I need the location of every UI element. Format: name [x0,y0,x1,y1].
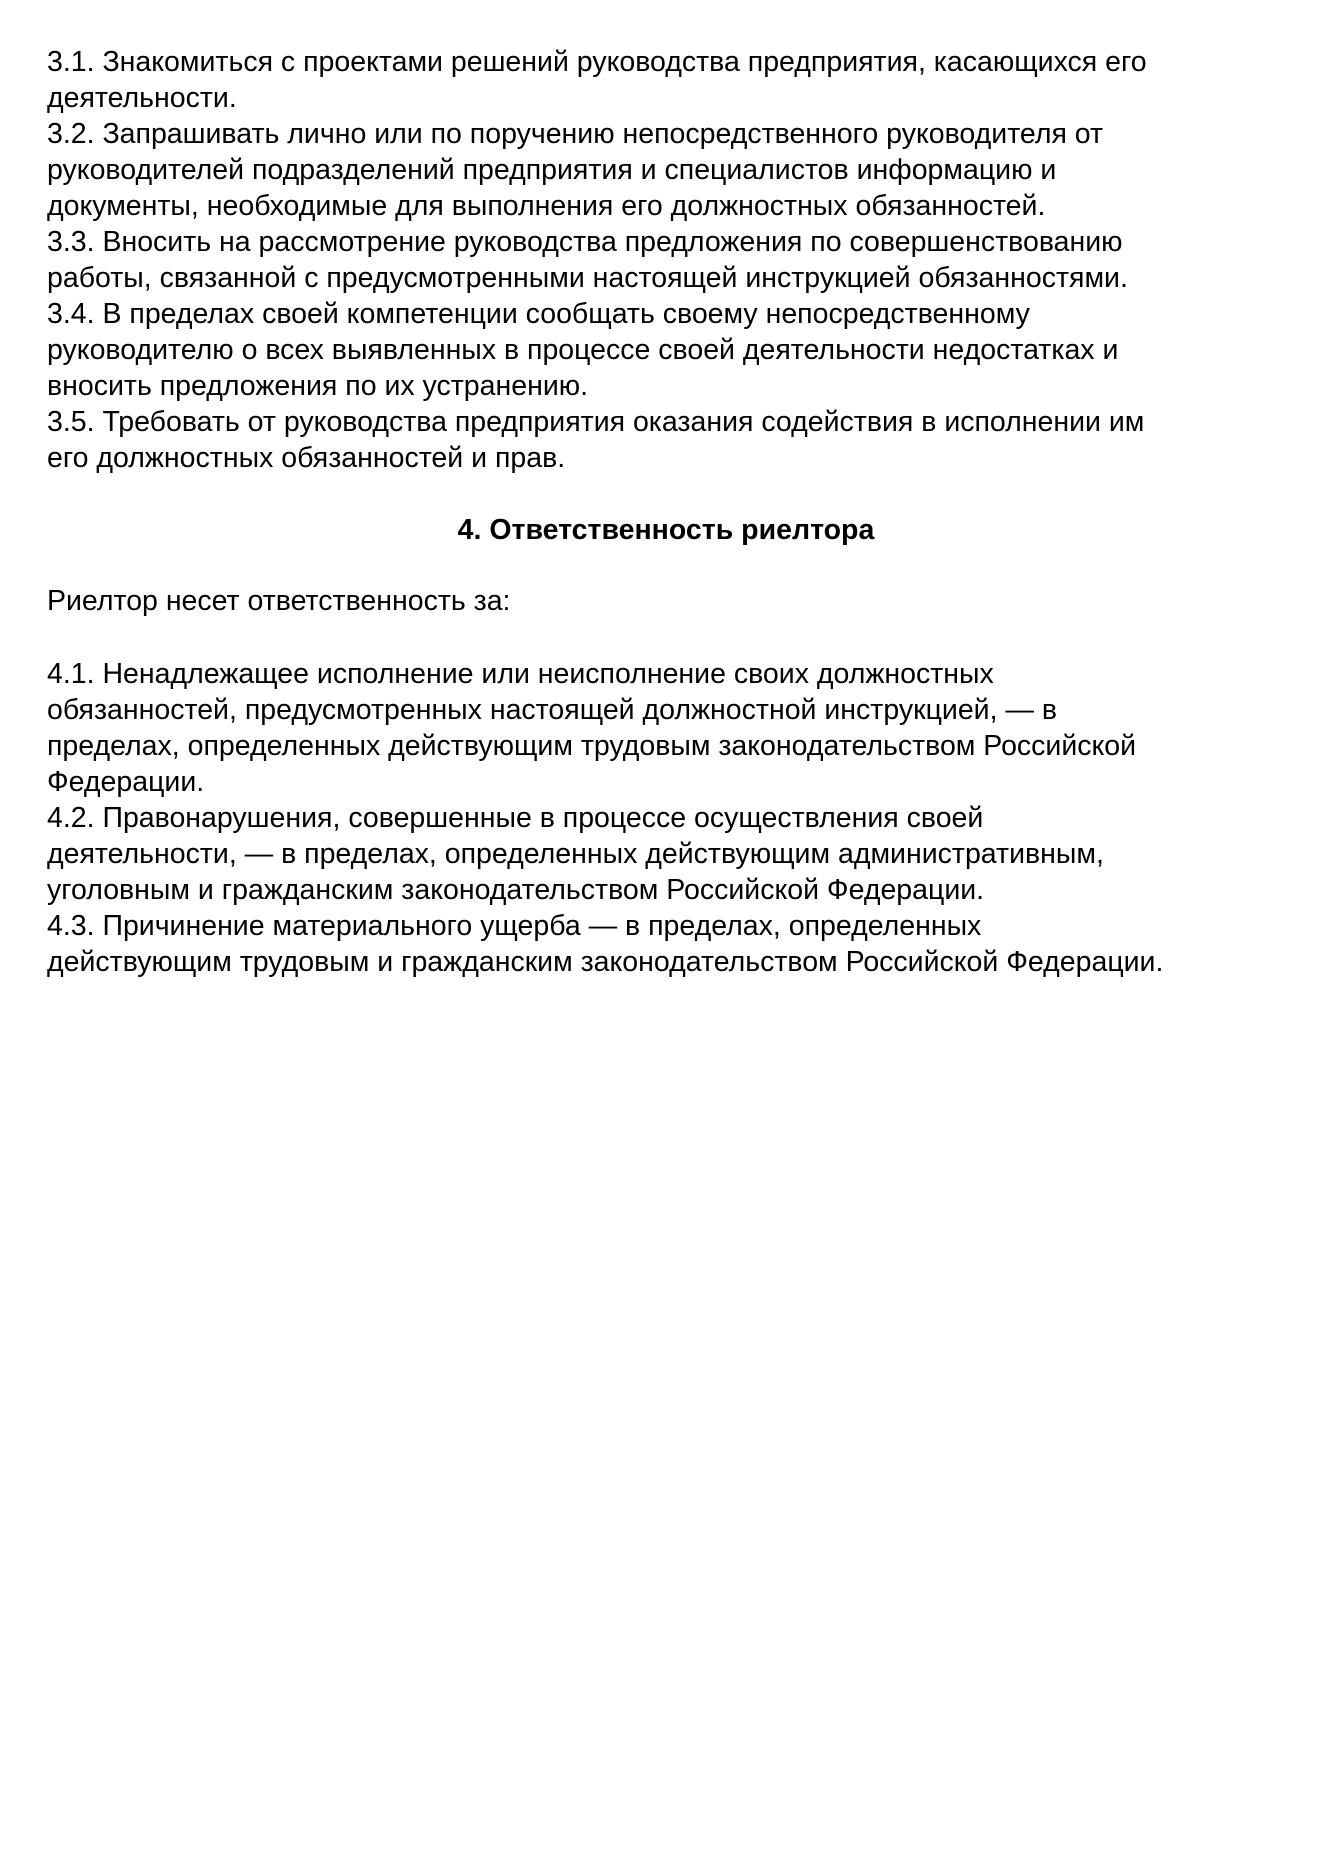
text-line: пределах, определенных действующим трудовым законодательством Российской [47,730,1137,762]
text-line: обязанностей, предусмотренных настоящей должностной инструкцией, — в [47,694,1057,726]
text-line: 3.3. Вносить на рассмотрение руководства предложения по совершенствованию [47,226,1123,258]
text-line: работы, связанной с предусмотренными настоящей инструкцией обязанностями. [47,262,1128,294]
text-line: 4.1. Ненадлежащее исполнение или неисполнение своих должностных [47,658,994,690]
text-line: документы, необходимые для выполнения его должностных обязанностей. [47,190,1046,222]
text-line: действующим трудовым и гражданским законодательством Российской Федерации. [47,946,1164,978]
text-line: 4.2. Правонарушения, совершенные в процессе осуществления своей [47,802,984,834]
text-line: его должностных обязанностей и прав. [47,442,566,474]
text-line: 3.1. Знакомиться с проектами решений руководства предприятия, касающихся его [47,46,1147,78]
document-page [47,44,1297,980]
section-4-heading: 4. Ответственность риелтора [457,514,875,546]
text-line: руководителей подразделений предприятия и специалистов информацию и [47,154,1057,186]
text-line: руководителю о всех выявленных в процессе своей деятельности недостатках и [47,334,1119,366]
text-line: 3.4. В пределах своей компетенции сообщать своему непосредственному [47,298,1030,330]
section-4-list [47,656,1297,980]
section-4-intro: Риелтор несет ответственность за: [47,585,511,617]
text-line: уголовным и гражданским законодательством Российской Федерации. [47,874,985,906]
text-line: деятельности. [47,82,237,114]
text-line: 4.3. Причинение материального ущерба — в пределах, определенных [47,910,982,942]
text-line: Федерации. [47,766,205,798]
text-line: 3.2. Запрашивать лично или по поручению непосредственного руководителя от [47,118,1104,150]
text-line: вносить предложения по их устранению. [47,370,589,402]
text-line: 3.5. Требовать от руководства предприятия оказания содействия в исполнении им [47,406,1145,438]
text-line: деятельности, — в пределах, определенных действующим административным, [47,838,1104,870]
section-3-list [47,44,1297,476]
